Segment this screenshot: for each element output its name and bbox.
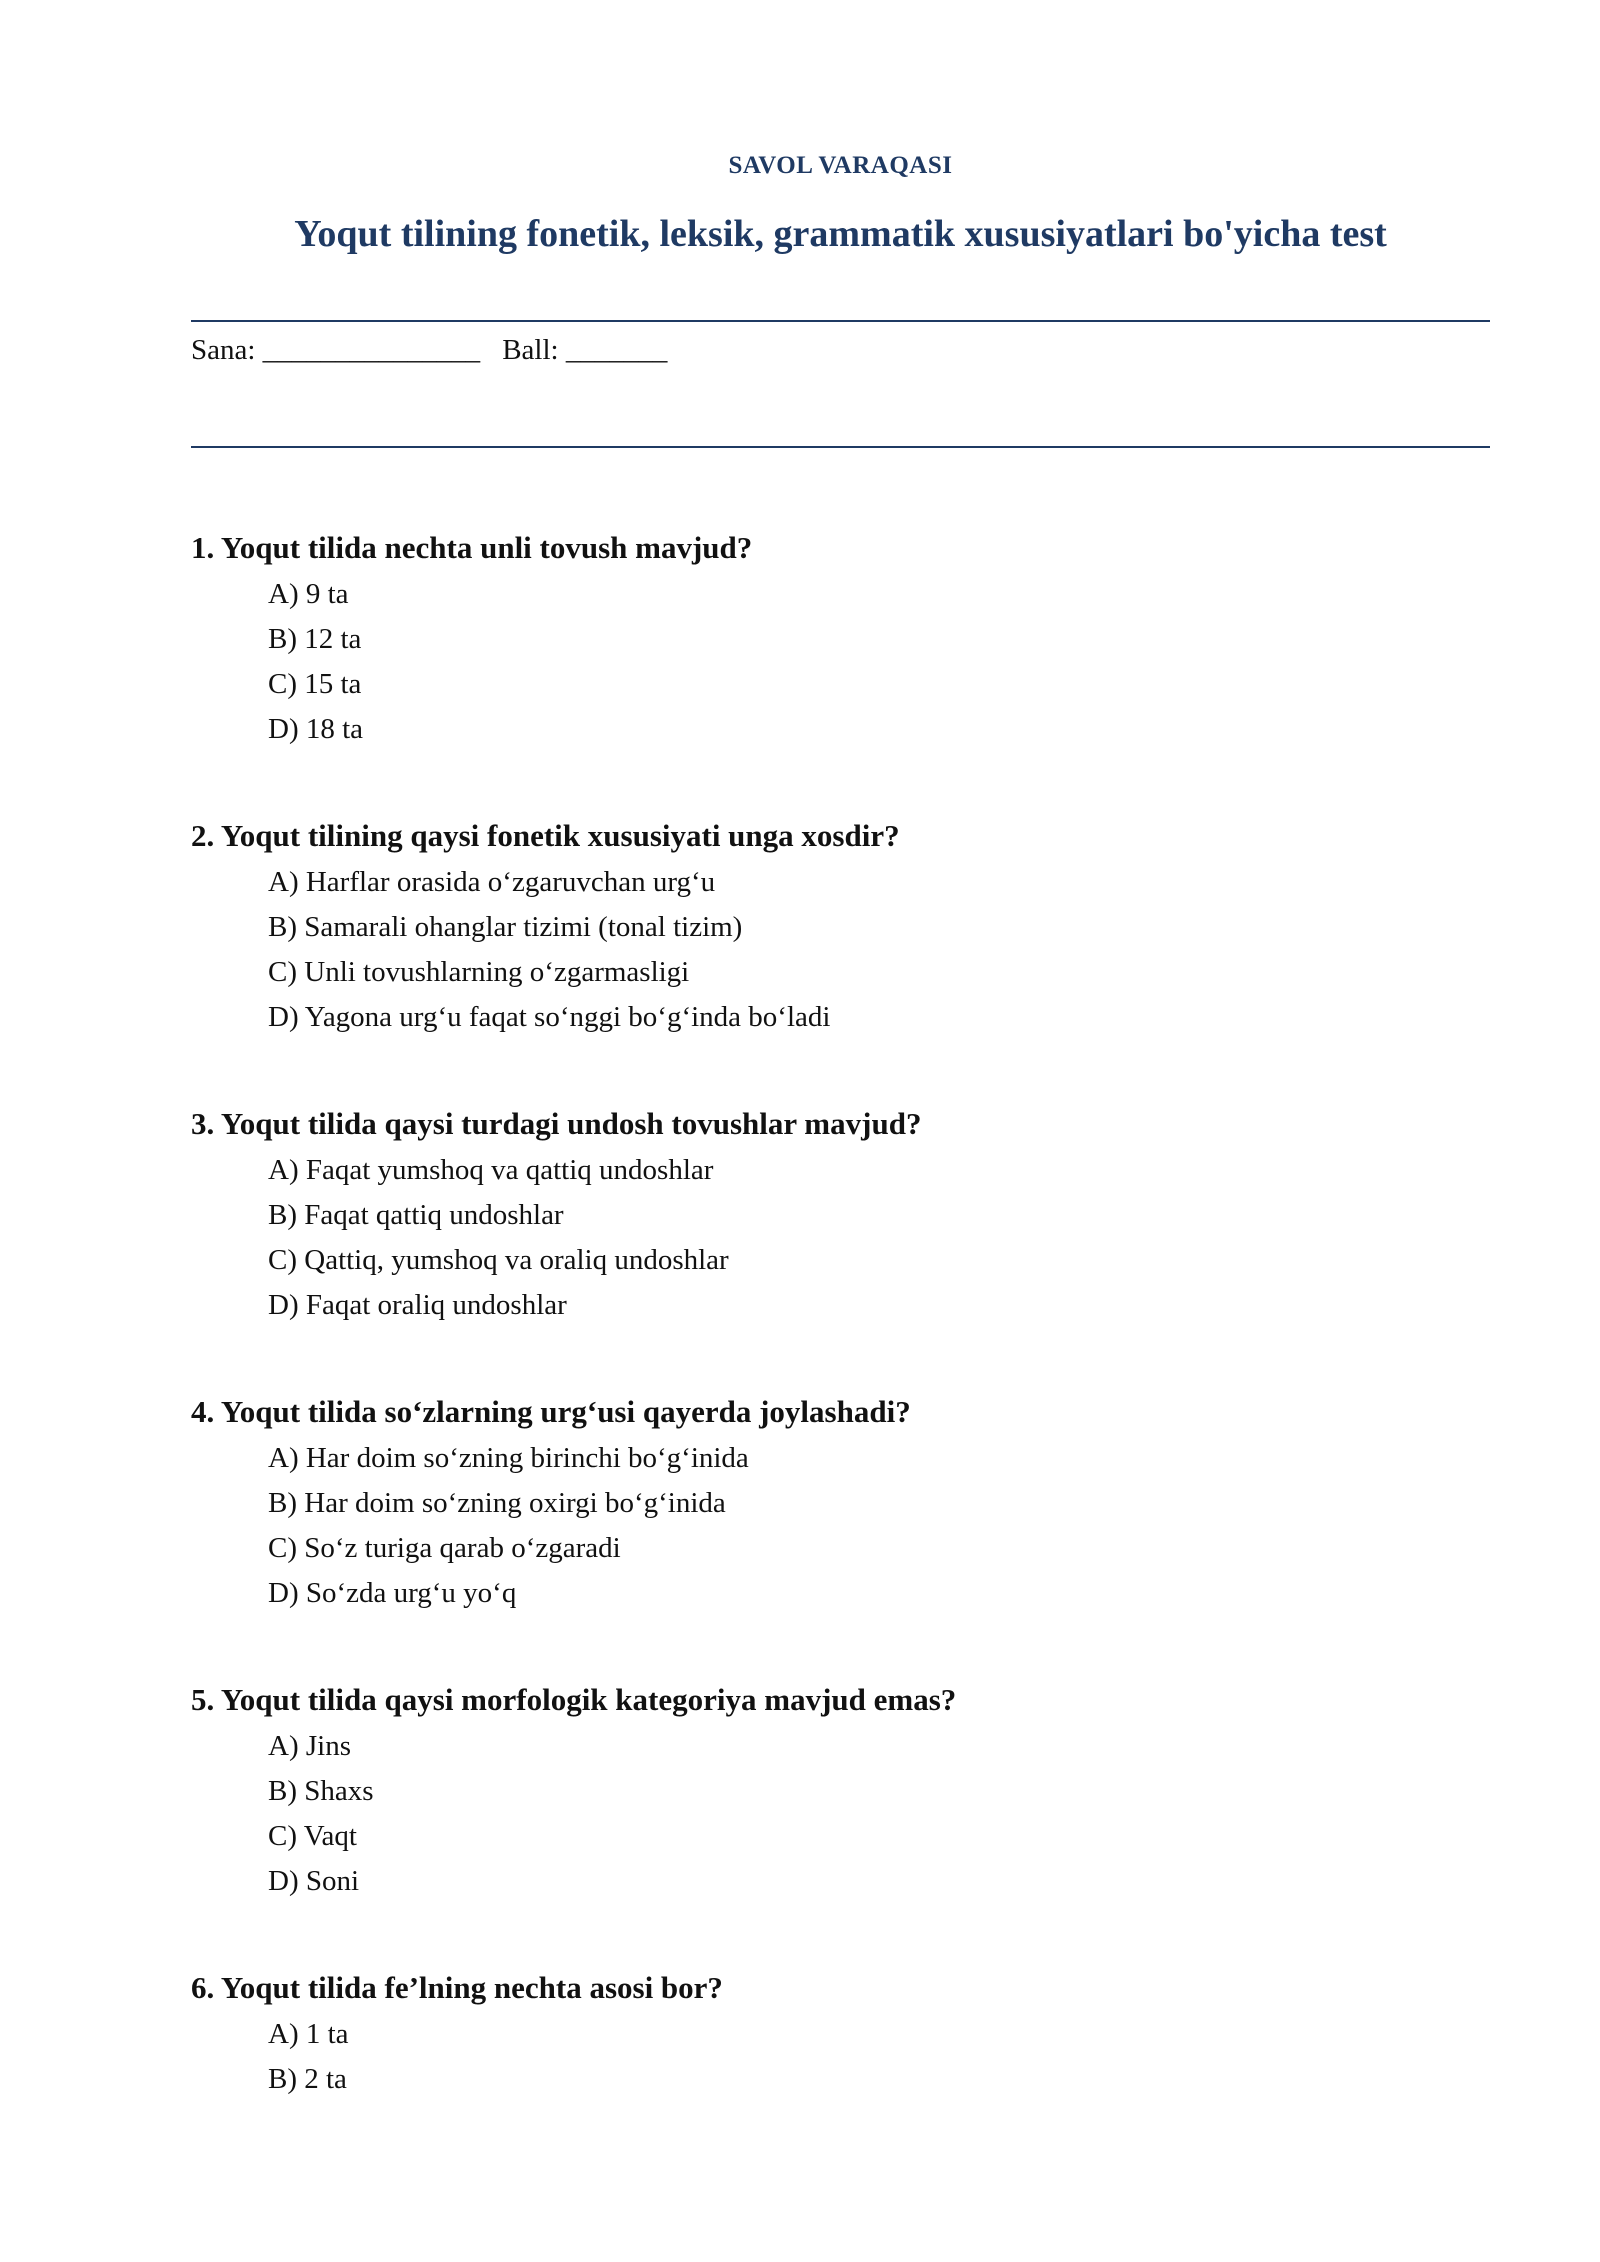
answer-option-a: A) Har doim so‘zning birinchi bo‘g‘inida: [268, 1442, 749, 1474]
answer-option-a: A) 1 ta: [268, 2018, 349, 2050]
answer-option-a: A) 9 ta: [268, 578, 349, 610]
score-field: Ball: _______: [502, 334, 668, 366]
answer-option-c: C) 15 ta: [268, 668, 362, 700]
answer-option-d: D) Yagona urg‘u faqat so‘nggi bo‘g‘inda bo‘ladi: [268, 1001, 831, 1033]
question-3: [191, 1104, 1490, 1392]
answer-option-d: D) Soni: [268, 1865, 360, 1897]
answer-option-c: C) Unli tovushlarning o‘zgarmasligi: [268, 956, 690, 988]
answer-option-b: B) Samarali ohanglar tizimi (tonal tizim): [268, 911, 743, 943]
question-2: [191, 816, 1490, 1104]
answer-option-b: B) 12 ta: [268, 623, 362, 655]
answer-option-b: B) 2 ta: [268, 2063, 347, 2095]
answer-option-a: A) Faqat yumshoq va qattiq undoshlar: [268, 1154, 714, 1186]
answer-option-a: A) Jins: [268, 1730, 351, 1762]
question-4: [191, 1392, 1490, 1680]
answer-option-b: B) Shaxs: [268, 1775, 374, 1807]
question-list: [191, 528, 1490, 2256]
question-5: [191, 1680, 1490, 1968]
answer-option-b: B) Har doim so‘zning oxirgi bo‘g‘inida: [268, 1487, 726, 1519]
question-1: [191, 528, 1490, 816]
bottom-divider: [191, 446, 1490, 448]
top-divider: [191, 320, 1490, 322]
question-text: 4. Yoqut tilida so‘zlarning urg‘usi qayerda joylashadi?: [191, 1394, 911, 1429]
date-field: Sana: _______________: [191, 334, 481, 366]
question-text: 5. Yoqut tilida qaysi morfologik kategoriya mavjud emas?: [191, 1682, 957, 1717]
answer-option-d: D) 18 ta: [268, 713, 364, 745]
question-text: 3. Yoqut tilida qaysi turdagi undosh tovushlar mavjud?: [191, 1106, 922, 1141]
answer-option-c: C) Vaqt: [268, 1820, 357, 1852]
page-title: Yoqut tilining fonetik, leksik, grammatik xususiyatlari bo'yicha test: [294, 213, 1387, 255]
sheet-label: SAVOL VARAQASI: [728, 152, 953, 179]
question-text: 2. Yoqut tilining qaysi fonetik xususiyati unga xosdir?: [191, 818, 900, 853]
question-6: [191, 1968, 1490, 2256]
answer-option-d: D) So‘zda urg‘u yo‘q: [268, 1577, 517, 1609]
answer-option-b: B) Faqat qattiq undoshlar: [268, 1199, 564, 1231]
answer-option-d: D) Faqat oraliq undoshlar: [268, 1289, 567, 1321]
answer-option-a: A) Harflar orasida o‘zgaruvchan urg‘u: [268, 866, 716, 898]
meta-line: [191, 334, 667, 367]
question-text: 1. Yoqut tilida nechta unli tovush mavjud?: [191, 530, 753, 565]
answer-option-c: C) So‘z turiga qarab o‘zgaradi: [268, 1532, 621, 1564]
answer-option-c: C) Qattiq, yumshoq va oraliq undoshlar: [268, 1244, 729, 1276]
question-text: 6. Yoqut tilida fe’lning nechta asosi bor?: [191, 1970, 723, 2005]
